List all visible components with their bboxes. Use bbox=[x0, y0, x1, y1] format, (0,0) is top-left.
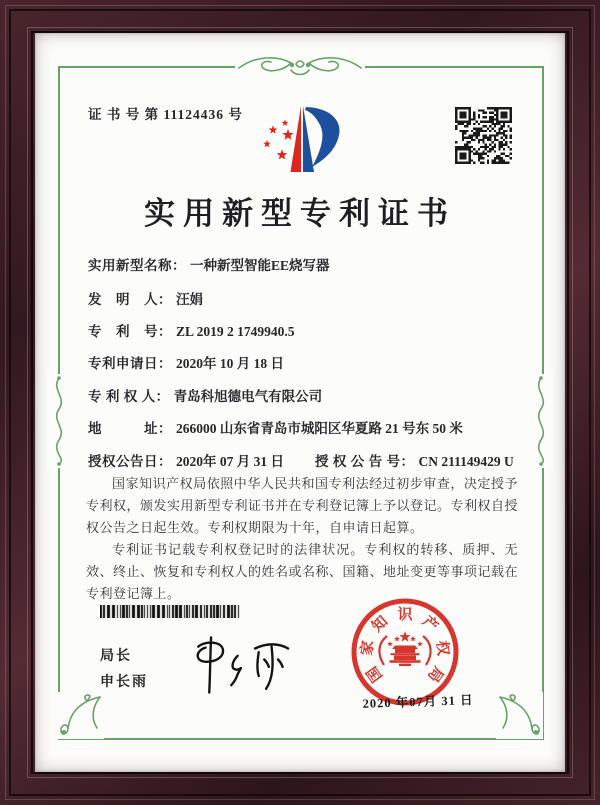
field-row-grant bbox=[88, 450, 528, 470]
field-label: 授权公告日： bbox=[88, 454, 172, 469]
field-row-address bbox=[88, 417, 528, 437]
officer-title: 局长 bbox=[100, 649, 132, 664]
right-side-ornament bbox=[529, 374, 553, 468]
field-row-inventor bbox=[88, 288, 528, 308]
field-value: 266000 山东省青岛市城阳区华夏路 21 号东 50 米 bbox=[176, 421, 463, 436]
field-row-filing-date bbox=[88, 352, 528, 372]
field-value: 青岛科旭德电气有限公司 bbox=[173, 389, 323, 404]
field-label: 专 利 号： bbox=[88, 324, 172, 339]
svg-text:产: 产 bbox=[418, 613, 441, 636]
field-value: 2020年 07 月 31 日 bbox=[176, 454, 284, 469]
svg-text:识: 识 bbox=[397, 607, 413, 623]
svg-text:权: 权 bbox=[433, 639, 451, 657]
field-label: 专利申请日： bbox=[88, 356, 172, 371]
field-value: 2020年 10 月 18 日 bbox=[176, 356, 284, 371]
certificate-number: 证 书 号 第 11124436 号 bbox=[88, 107, 243, 122]
legal-text bbox=[86, 473, 518, 605]
field-label: 发 明 人： bbox=[88, 292, 172, 307]
officer-block bbox=[100, 644, 148, 696]
field-label: 地 址： bbox=[88, 421, 172, 436]
officer-name: 申长雨 bbox=[100, 675, 148, 690]
field-label: 专 利 权 人： bbox=[88, 389, 170, 404]
field-value: CN 211149429 U bbox=[418, 454, 514, 469]
field-value: 一种新型智能EE烧写器 bbox=[190, 258, 330, 273]
svg-text:局: 局 bbox=[424, 662, 446, 685]
top-flourish-ornament bbox=[235, 49, 365, 85]
svg-text:国: 国 bbox=[364, 662, 386, 685]
certificate-title: 实用新型专利证书 bbox=[144, 196, 456, 231]
field-value: 汪娟 bbox=[176, 292, 203, 307]
cnipa-logo-icon bbox=[235, 94, 365, 184]
field-row-name bbox=[88, 254, 528, 274]
field-value: ZL 2019 2 1749940.5 bbox=[176, 324, 295, 339]
signature-icon bbox=[183, 632, 307, 698]
field-row-patentee bbox=[88, 385, 528, 405]
field-label: 授 权 公 告 号： bbox=[315, 454, 415, 469]
bottom-right-corner-ornament bbox=[496, 692, 543, 739]
svg-text:家: 家 bbox=[359, 639, 377, 657]
field-row-patent-no bbox=[88, 320, 528, 340]
field-label: 实用新型名称： bbox=[88, 258, 186, 273]
bottom-left-corner-ornament bbox=[57, 692, 104, 739]
left-side-ornament bbox=[47, 374, 71, 468]
svg-text:知: 知 bbox=[369, 613, 392, 636]
seal-date: 2020 年07月 31 日 bbox=[362, 693, 474, 711]
barcode-icon bbox=[100, 605, 240, 618]
qr-code-icon bbox=[455, 107, 512, 164]
legal-paragraph: 国家知识产权局依照中华人民共和国专利法经过初步审查，决定授予专利权，颁发实用新型专利证书并在专利登记簿上予以登记。专利权自授权公告之日起生效。专利权期限为十年，自申请日起算。 bbox=[86, 476, 519, 535]
legal-paragraph: 专利证书记载专利权登记时的法律状况。专利权的转移、质押、无效、终止、恢复和专利权人的姓名或名称、国籍、地址变更等事项记载在专利登记簿上。 bbox=[86, 542, 519, 601]
